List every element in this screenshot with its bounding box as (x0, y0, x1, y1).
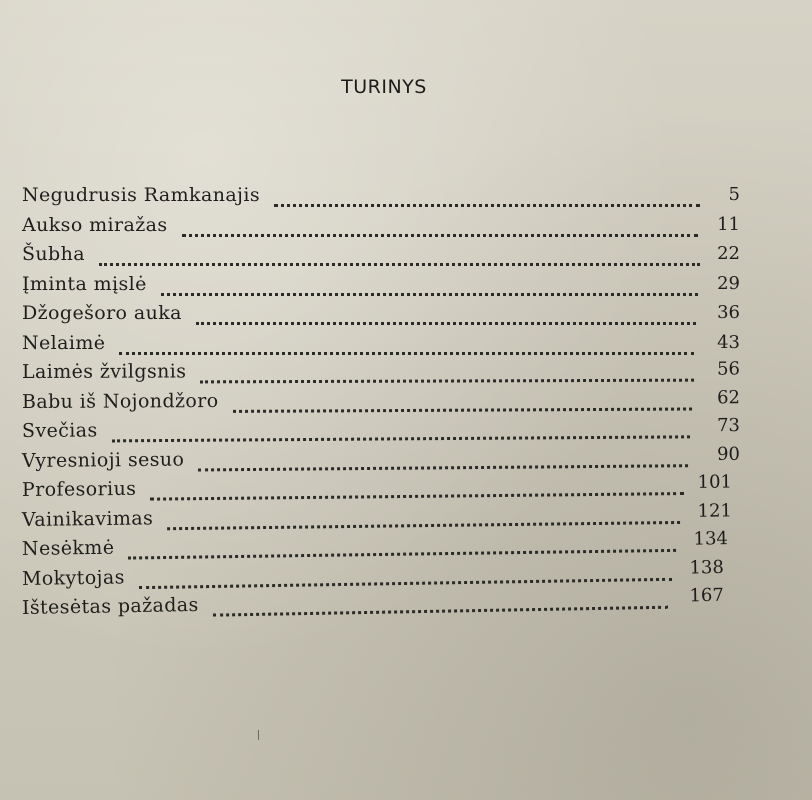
toc-entry-page-number: 11 (717, 213, 740, 235)
toc-entry-page-number: 73 (716, 414, 741, 437)
toc-entry-page-number: 138 (689, 556, 725, 579)
page-mark (258, 730, 259, 740)
toc-entry (22, 212, 740, 242)
toc-entry-page-number: 56 (717, 358, 741, 380)
toc-entry-page-number: 29 (717, 272, 740, 294)
dot-leader (274, 182, 700, 207)
toc-entry-page-number: 22 (717, 243, 740, 264)
toc-entry-title: Įminta mįslė (22, 272, 147, 295)
toc-entry-page-number: 36 (717, 302, 740, 323)
toc-entry (22, 271, 740, 301)
toc-entry-title: Ištesėtas pažadas (21, 593, 199, 619)
toc-entry-page-number: 121 (697, 499, 733, 522)
toc-entry-title: Šubha (22, 243, 85, 265)
toc-entry (22, 300, 740, 330)
toc-entry-page-number: 62 (717, 386, 741, 408)
toc-entry-page-number: 167 (689, 584, 725, 607)
dot-leader (112, 413, 690, 442)
toc-entry-title: Vainikavimas (21, 506, 154, 531)
toc-entry-title: Profesorius (21, 477, 137, 501)
dot-leader (99, 241, 700, 266)
dot-leader (119, 330, 694, 355)
toc-entry-title: Nelaimė (22, 331, 106, 354)
toc-entry (22, 356, 740, 388)
dot-leader (233, 385, 692, 412)
toc-entry-title: Babu iš Nojondžoro (21, 389, 219, 413)
toc-entry-title: Negudrusis Ramkanajis (22, 184, 260, 206)
toc-entry-title: Vyresnioji sesuo (21, 448, 185, 472)
dot-leader (196, 300, 696, 325)
toc-entry-title: Mokytojas (21, 565, 125, 590)
toc-entry-title: Laimės žvilgsnis (21, 360, 187, 383)
toc-entry-page-number: 43 (717, 331, 740, 353)
toc-entry-title: Aukso miražas (22, 213, 168, 236)
toc-entry-title: Svečias (21, 419, 98, 442)
contents-heading: TURINYS (341, 76, 427, 98)
dot-leader (150, 470, 684, 501)
toc-entry-page-number: 134 (693, 528, 729, 550)
dot-leader (182, 212, 698, 237)
toc-entry-title: Džogešoro auka (22, 302, 182, 324)
toc-entry-page-number: 90 (716, 443, 741, 465)
toc-entry (22, 330, 740, 360)
toc-entry-title: Nesėkmė (21, 536, 115, 560)
table-of-contents (22, 182, 740, 625)
dot-leader (200, 357, 694, 384)
toc-entry-page-number: 101 (697, 471, 733, 493)
dot-leader (198, 442, 688, 471)
toc-entry (22, 241, 740, 271)
toc-entry (22, 182, 740, 212)
toc-entry-page-number: 5 (728, 184, 740, 205)
dot-leader (161, 271, 698, 296)
